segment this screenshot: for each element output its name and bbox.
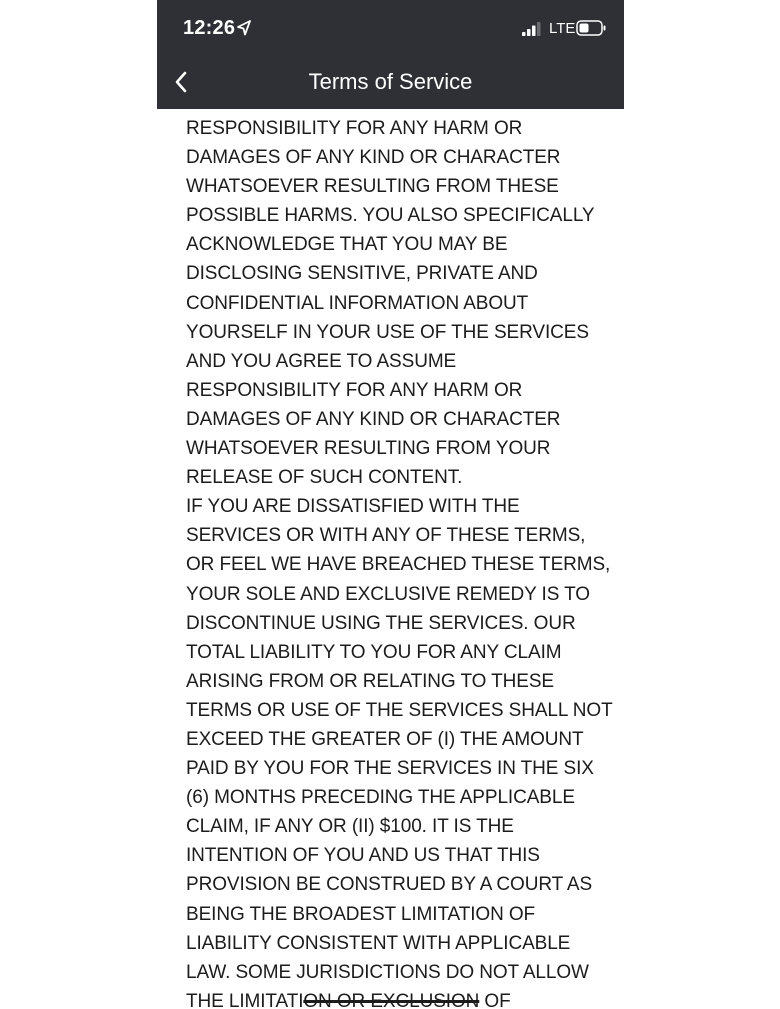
- terms-text-line: AND YOU AGREE TO ASSUME: [186, 350, 457, 372]
- terms-text-line: RESPONSIBILITY FOR ANY HARM OR: [186, 379, 523, 401]
- location-arrow-icon: [237, 20, 251, 36]
- terms-text-line: YOUR SOLE AND EXCLUSIVE REMEDY IS TO: [186, 583, 590, 605]
- terms-text-line: WHATSOEVER RESULTING FROM THESE: [186, 176, 559, 198]
- terms-text-line: DAMAGES OF ANY KIND OR CHARACTER: [186, 147, 561, 169]
- terms-text-line: TOTAL LIABILITY TO YOU FOR ANY CLAIM: [186, 641, 562, 663]
- terms-body[interactable]: [186, 114, 616, 1009]
- phone-screen: [157, 0, 624, 1009]
- terms-text-line: CLAIM, IF ANY OR (II) $100. IT IS THE: [186, 816, 514, 838]
- terms-text-line: LAW. SOME JURISDICTIONS DO NOT ALLOW: [186, 961, 589, 983]
- terms-text-line: PROVISION BE CONSTRUED BY A COURT AS: [186, 874, 593, 896]
- terms-text-line: DISCLOSING SENSITIVE, PRIVATE AND: [186, 263, 538, 285]
- terms-text-line: (6) MONTHS PRECEDING THE APPLICABLE: [186, 787, 575, 809]
- network-type: LTE: [549, 20, 576, 37]
- struck-text: ON OR EXCLUSION: [303, 990, 480, 1009]
- terms-text-line: SERVICES OR WITH ANY OF THESE TERMS,: [186, 525, 586, 547]
- terms-text-line: LIABILITY CONSISTENT WITH APPLICABLE: [186, 932, 571, 954]
- terms-text-line: PAID BY YOU FOR THE SERVICES IN THE SIX: [186, 758, 594, 780]
- terms-text-line: [186, 987, 616, 1009]
- app-header: [157, 0, 624, 109]
- battery-icon: [576, 20, 606, 36]
- nav-bar: [157, 56, 624, 109]
- terms-text-line: ARISING FROM OR RELATING TO THESE: [186, 670, 554, 692]
- signal-bars-icon: [522, 22, 542, 36]
- terms-text-line: RELEASE OF SUCH CONTENT.: [186, 467, 463, 489]
- terms-text-line: ACKNOWLEDGE THAT YOU MAY BE: [186, 234, 508, 256]
- terms-text-fragment: OF: [479, 990, 511, 1009]
- terms-text-line: DISCONTINUE USING THE SERVICES. OUR: [186, 612, 576, 634]
- terms-text-line: POSSIBLE HARMS. YOU ALSO SPECIFICALLY: [186, 205, 595, 227]
- terms-text-line: IF YOU ARE DISSATISFIED WITH THE: [186, 496, 520, 518]
- status-time: 12:26: [183, 17, 236, 39]
- terms-text-line: EXCEED THE GREATER OF (I) THE AMOUNT: [186, 728, 584, 750]
- status-bar: [157, 0, 624, 56]
- terms-text-line: OR FEEL WE HAVE BREACHED THESE TERMS,: [186, 554, 611, 576]
- terms-text-line: DAMAGES OF ANY KIND OR CHARACTER: [186, 408, 561, 430]
- terms-text-line: BEING THE BROADEST LIMITATION OF: [186, 903, 536, 925]
- terms-text-line: RESPONSIBILITY FOR ANY HARM OR: [186, 118, 523, 139]
- terms-text-line: INTENTION OF YOU AND US THAT THIS: [186, 845, 540, 867]
- terms-text-line: CONFIDENTIAL INFORMATION ABOUT: [186, 292, 529, 314]
- terms-text-line: TERMS OR USE OF THE SERVICES SHALL NOT: [186, 699, 613, 721]
- terms-text-line: YOURSELF IN YOUR USE OF THE SERVICES: [186, 321, 589, 343]
- terms-text-line: WHATSOEVER RESULTING FROM YOUR: [186, 438, 551, 460]
- terms-text-fragment: THE LIMITATI: [186, 990, 304, 1009]
- page-title: Terms of Service: [308, 69, 473, 94]
